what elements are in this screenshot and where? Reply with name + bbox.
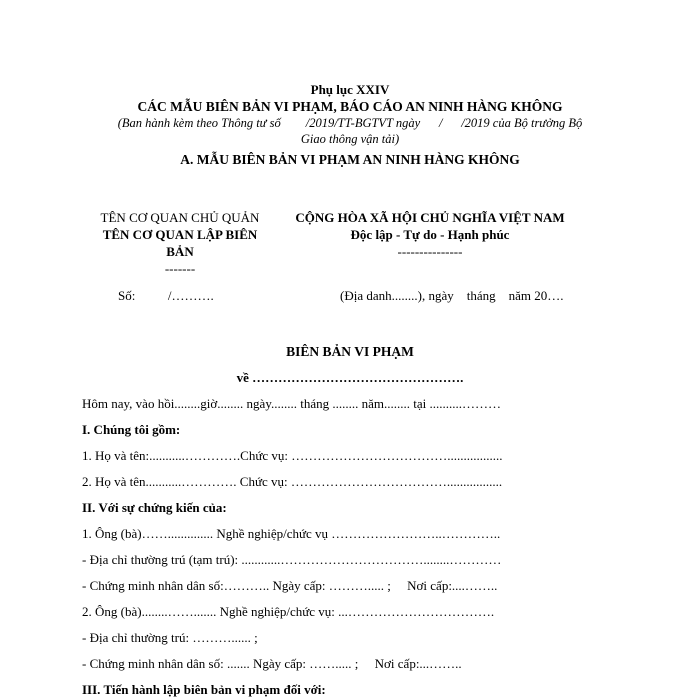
participant-1: 1. Họ và tên:...........………….Chức vụ: ………………………………................. <box>82 448 503 463</box>
appendix-title: Phụ lục XXIV <box>310 82 390 97</box>
witness-1: 1. Ông (bà)…….............. Nghề nghiệp/chức vụ ……………………..………….. <box>82 526 501 541</box>
witness-2-id: - Chứng minh nhân dân số: ....... Ngày cấp: ……..... ; Nơi cấp:...…….. <box>82 656 462 671</box>
agency-rule: ------- <box>164 261 196 276</box>
report-about: về …………………………………………. <box>236 370 464 385</box>
witness-1-id: - Chứng minh nhân dân số:……….. Ngày cấp: ………..... ; Nơi cấp:....…….. <box>82 578 498 593</box>
witness-2-address: - Địa chỉ thường trú: ………...... ; <box>82 630 258 645</box>
agency-line1: TÊN CƠ QUAN CHỦ QUẢN <box>100 210 260 225</box>
nation-rule: --------------- <box>397 244 463 259</box>
nation-header <box>270 209 590 260</box>
today-line: Hôm nay, vào hồi........giờ........ ngày........ tháng ........ năm........ tại ..........……… <box>82 396 501 411</box>
nation-motto: Độc lập - Tự do - Hạnh phúc <box>350 227 510 242</box>
place-date: (Địa danh........), ngày tháng năm 20…. <box>340 288 564 303</box>
agency-line2: TÊN CƠ QUAN LẬP BIÊN <box>102 227 258 242</box>
section-3-heading: III. Tiến hành lập biên bản vi phạm đối với: <box>82 682 326 697</box>
appendix-heading: CÁC MẪU BIÊN BẢN VI PHẠM, BÁO CÁO AN NINH HÀNG KHÔNG <box>137 99 563 114</box>
agency-line3: BẢN <box>166 244 194 259</box>
witness-1-address: - Địa chỉ thường trú (tạm trú): ............……………………………........………… <box>82 552 502 567</box>
section-a-title: A. MẪU BIÊN BẢN VI PHẠM AN NINH HÀNG KHÔNG <box>180 152 520 167</box>
issued-note-line1: (Ban hành kèm theo Thông tư số /2019/TT-BGTVT ngày / /2019 của Bộ trưởng Bộ <box>117 116 583 130</box>
document-number: Số: /………. <box>118 288 214 303</box>
issued-note-line2: Giao thông vận tải) <box>300 132 400 146</box>
section-1-heading: I. Chúng tôi gồm: <box>82 422 181 437</box>
agency-header <box>80 209 280 277</box>
participant-2: 2. Họ và tên...........…………. Chức vụ: ………………………………................. <box>82 474 503 489</box>
nation-line1: CỘNG HÒA XÃ HỘI CHỦ NGHĨA VIỆT NAM <box>295 210 565 225</box>
section-2-heading: II. Với sự chứng kiến của: <box>82 500 227 515</box>
witness-2: 2. Ông (bà)........……....... Nghề nghiệp/chức vụ: ...……………………………. <box>82 604 495 619</box>
report-title: BIÊN BẢN VI PHẠM <box>286 344 414 359</box>
